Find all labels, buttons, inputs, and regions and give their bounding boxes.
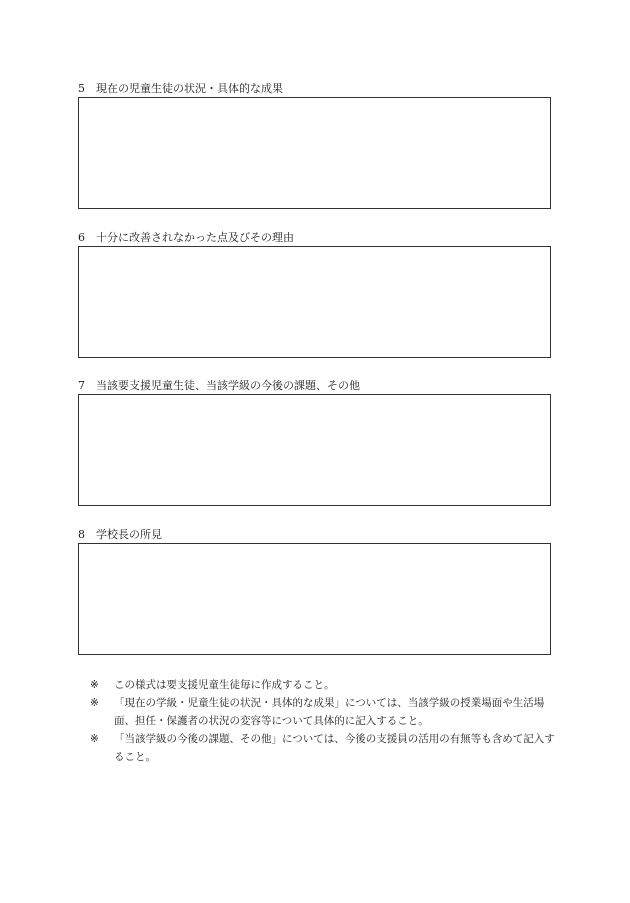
note-text: 「現在の学級・児童生徒の状況・具体的な成果」については、当該学級の授業場面や生活場面、担任・保護者の状況の変容等について具体的に記入すること。 <box>114 697 545 727</box>
note-text: 「当該学級の今後の課題、その他」については、今後の支援員の活用の有無等も含めて記入すること。 <box>114 733 555 763</box>
note-text: この様式は要支援児童生徒毎に作成すること。 <box>114 679 335 691</box>
answer-box-current-status[interactable] <box>78 97 551 209</box>
section-number: 8 <box>78 528 85 541</box>
section-title: 現在の児童生徒の状況・具体的な成果 <box>96 82 283 95</box>
section-heading <box>78 528 551 542</box>
section-number: 5 <box>78 82 85 95</box>
section-6 <box>78 231 551 358</box>
section-7 <box>78 379 551 506</box>
section-heading <box>78 231 551 245</box>
section-title: 当該要支援児童生徒、当該学級の今後の課題、その他 <box>96 379 360 392</box>
section-title: 学校長の所見 <box>96 528 162 541</box>
notes <box>90 676 558 766</box>
note-item <box>90 730 558 766</box>
note-mark: ※ <box>90 733 99 745</box>
answer-box-future-issues[interactable] <box>78 394 551 506</box>
section-heading <box>78 379 551 393</box>
section-number: 6 <box>78 231 85 244</box>
section-heading <box>78 82 551 96</box>
answer-box-principal-opinion[interactable] <box>78 543 551 655</box>
note-mark: ※ <box>90 679 99 691</box>
section-number: 7 <box>78 379 85 392</box>
note-item <box>90 694 558 730</box>
note-mark: ※ <box>90 697 99 709</box>
section-title: 十分に改善されなかった点及びその理由 <box>96 231 294 244</box>
section-8 <box>78 528 551 655</box>
section-5 <box>78 82 551 209</box>
note-item <box>90 676 558 694</box>
answer-box-unimproved-points[interactable] <box>78 246 551 358</box>
